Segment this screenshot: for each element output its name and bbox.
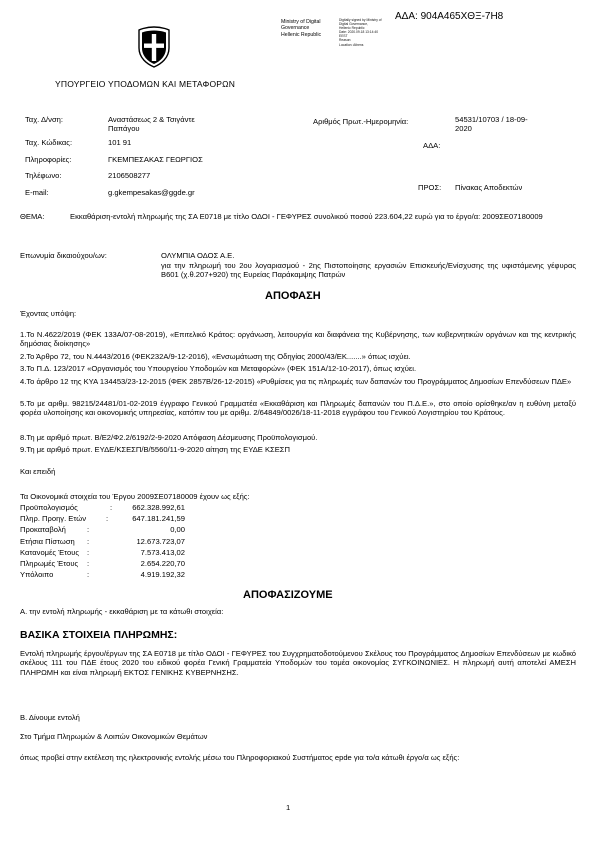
signature-line: Hellenic Republic — [281, 31, 322, 38]
greek-emblem-icon — [135, 26, 173, 68]
basic-payment-title: ΒΑΣΙΚΑ ΣΤΟΙΧΕΙΑ ΠΛΗΡΩΜΗΣ: — [20, 629, 178, 641]
signature-detail-line: Digitally signed by Ministry of — [339, 18, 382, 22]
financial-sep: : — [87, 548, 90, 557]
financial-label: Πληρωμές Έτους — [20, 559, 79, 568]
financial-value: 12.673.723,07 — [136, 537, 185, 546]
signature-detail — [339, 18, 382, 47]
beneficiary-name: ΟΛΥΜΠΙΑ ΟΔΟΣ Α.Ε. — [161, 251, 235, 260]
protocol-value — [455, 115, 528, 134]
list-item: 8.Τη με αριθμό πρωτ. Β/Ε2/Φ2.2/6192/2-9-2020 Απόφαση Δέσμευσης Προϋπολογισμού. — [20, 433, 318, 442]
signature-detail-line: Hellenic Republic — [339, 26, 365, 31]
financial-intro: Τα Οικονομικά στοιχεία του Έργου 2009ΣΕ07180009 έχουν ως εξής: — [20, 492, 250, 501]
decide-title: ΑΠΟΦΑΣΙΖΟΥΜΕ — [243, 589, 333, 601]
section-a: Α. την εντολή πληρωμής - εκκαθάριση με τα κάτωθι στοιχεία: — [20, 607, 224, 616]
signature-detail-line: Digital Governance, — [339, 22, 368, 27]
list-item: 1.Το Ν.4622/2019 (ΦΕΚ 133Α/07-08-2019), «Επιτελικό Κράτος: οργάνωση, λειτουργία και διαφάνεια της Κυβέρνησης, των κυβερνητικών οργάνων και της κεντρικής δημόσιας διοίκησης» — [20, 330, 576, 349]
address-value — [108, 115, 195, 134]
financial-value: 4.919.192,32 — [140, 570, 185, 579]
signature-label — [281, 19, 321, 38]
signature-detail-line: EEST — [339, 34, 348, 39]
closing-text: όπως προβεί στην εκτέλεση της ηλεκτρονικής εντολής μέσω του Πληροφοριακού Συστήματος epde για το/α κάτωθι έργο/α ως εξής: — [20, 753, 460, 762]
address-label: Ταχ. Δ/νση: — [25, 115, 63, 124]
protocol-label: Αριθμός Πρωτ.-Ημερομηνία: — [313, 117, 409, 126]
financial-sep: : — [87, 537, 90, 546]
subject-text: Εκκαθάριση-εντολή πληρωμής της ΣΑ Ε0718 με τίτλο ΟΔΟΙ - ΓΕΦΥΡΕΣ συνολικού ποσού 223.604,22 ευρώ για το έργο/α: 2009ΣΕ07180009 — [70, 212, 543, 221]
considering-label: Έχοντας υπόψη: — [20, 309, 77, 318]
financial-sep: : — [87, 570, 90, 579]
signature-detail-line: Date: 2020.09.18 13:14:40 — [339, 30, 379, 35]
info-value: ΓΚΕΜΠΕΣΑΚΑΣ ΓΕΩΡΓΙΟΣ — [108, 155, 203, 164]
to-label: ΠΡΟΣ: — [418, 183, 442, 192]
financial-value: 2.654.220,70 — [140, 559, 185, 568]
signature-detail-line: Location: Athens — [339, 42, 364, 47]
address-line: Παπάγου — [108, 124, 140, 134]
list-item: 4.Το άρθρο 12 της ΚΥΑ 134453/23-12-2015 (ΦΕΚ 2857Β/26-12-2015) «Ρυθμίσεις για τις πληρωμές των δαπανών του Προγράμματος Δημοσίων Επενδύσεων ΠΔΕ» — [20, 377, 572, 386]
basic-payment-text: Εντολή πληρωμής έργου/έργων της ΣΑ Ε0718 με τίτλο ΟΔΟΙ - ΓΕΦΥΡΕΣ του Συγχρηματοδοτούμενου Σκέλους του Προγράμματος Δημοσίων Επενδύσεων με κωδικό σκέλους 111 του ΠΔΕ έτους 2020 του ειδικού φορέα Γενική Γραμματεία Υποδομών του τομέα οικονομίας ΣΥΓΚΟΙΝΩΝΙΕΣ. Η πληρωμή αυτή αποτελεί ΑΜΕΣΗ ΠΛΗΡΩΜΗ και είναι πληρωμή ΕΚΤΟΣ ΓΕΝΙΚΗΣ ΚΥΒΕΡΝΗΣΗΣ. — [20, 649, 576, 677]
financial-value: 662.328.992,61 — [132, 503, 185, 512]
beneficiary-text: για την πληρωμή του 2ου λογαριασμού - 2ης Πιστοποίησης εργασιών Επισκευής/Ενίσχυσης της υφιστάμενης γέφυρας Β601 (χ.θ.207+920) της Ευρείας Παράκαμψης Πατρών — [161, 261, 576, 280]
list-item: 9.Τη με αριθμό πρωτ. ΕΥΔΕ/ΚΣΕΣΠ/Β/5560/11-9-2020 αίτηση της ΕΥΔΕ ΚΣΕΣΠ — [20, 445, 290, 454]
department: Στο Τμήμα Πληρωμών & Λοιπών Οικονομικών Θεμάτων — [20, 732, 208, 741]
postal-label: Ταχ. Κώδικας: — [25, 138, 73, 147]
ministry-name: ΥΠΟΥΡΓΕΙΟ ΥΠΟΔΟΜΩΝ ΚΑΙ ΜΕΤΑΦΟΡΩΝ — [55, 79, 236, 89]
financial-sep: : — [110, 503, 113, 512]
page-number: 1 — [286, 803, 291, 812]
financial-sep: : — [106, 514, 109, 523]
financial-sep: : — [87, 559, 90, 568]
list-item: 5.Το με αριθμ. 98215/24481/01-02-2019 έγγραφο Γενικού Γραμματέα «Εκκαθάριση και Πληρωμές δαπανών του Π.Δ.Ε.», στο οποίο ορίσθηκε/αν η ευθύνη μεταξύ φορέα υλοποίησης και οικονομικής υπηρεσίας, κατόπιν του με αριθμ. 2/64849/0026/18-11-2018 εγγράφου του Γενικού Λογιστηρίου του Κράτους. — [20, 399, 576, 418]
info-label: Πληροφορίες: — [25, 155, 72, 164]
financial-label: Πληρ. Προηγ. Ετών — [20, 514, 86, 523]
list-item: 3.Το Π.Δ. 123/2017 «Οργανισμός του Υπουργείου Υποδομών και Μεταφορών» (ΦΕΚ 151Α/12-10-2017), όπως ισχύει. — [20, 364, 417, 373]
protocol-line: 2020 — [455, 124, 472, 134]
financial-label: Προκαταβολή — [20, 525, 66, 534]
financial-sep: : — [87, 525, 90, 534]
section-b: Β. Δίνουμε εντολή — [20, 713, 80, 722]
financial-label: Υπόλοιπο — [20, 570, 54, 579]
financial-label: Προϋπολογισμός — [20, 503, 78, 512]
and-since: Και επειδή — [20, 467, 56, 476]
signature-detail-line: Reason: — [339, 38, 352, 43]
to-value: Πίνακας Αποδεκτών — [455, 183, 523, 192]
financial-value: 647.181.241,59 — [132, 514, 185, 523]
decision-title: ΑΠΟΦΑΣΗ — [265, 290, 321, 302]
ada-label: ΑΔΑ: — [423, 141, 441, 150]
subject-label: ΘΕΜΑ: — [20, 212, 45, 221]
phone-label: Τηλέφωνο: — [25, 171, 62, 180]
postal-value: 101 91 — [108, 138, 132, 147]
signature-line: Ministry of Digital — [281, 19, 321, 25]
financial-label: Ετήσια Πίστωση — [20, 537, 75, 546]
list-item: 2.Το Άρθρο 72, του Ν.4443/2016 (ΦΕΚ232Α/9-12-2016), «Ενσωμάτωση της Οδηγίας 2000/43/ΕΚ.......» όπως ισχύει. — [20, 352, 411, 361]
email-value[interactable]: g.gkempesakas@ggde.gr — [108, 188, 195, 197]
phone-value: 2106508277 — [108, 171, 151, 180]
financial-value: 0,00 — [170, 525, 185, 534]
email-label: E-mail: — [25, 188, 49, 197]
signature-line: Governance — [281, 25, 310, 32]
financial-label: Κατανομές Έτους — [20, 548, 80, 557]
beneficiary-label: Επωνυμία δικαιούχου/ων: — [20, 251, 107, 260]
ada-code: ΑΔΑ: 904Α465ΧΘΞ-7Η8 — [395, 11, 504, 22]
address-line: Αναστάσεως 2 & Τσιγάντε — [108, 115, 195, 124]
financial-value: 7.573.413,02 — [140, 548, 185, 557]
protocol-line: 54531/10703 / 18-09- — [455, 115, 528, 124]
